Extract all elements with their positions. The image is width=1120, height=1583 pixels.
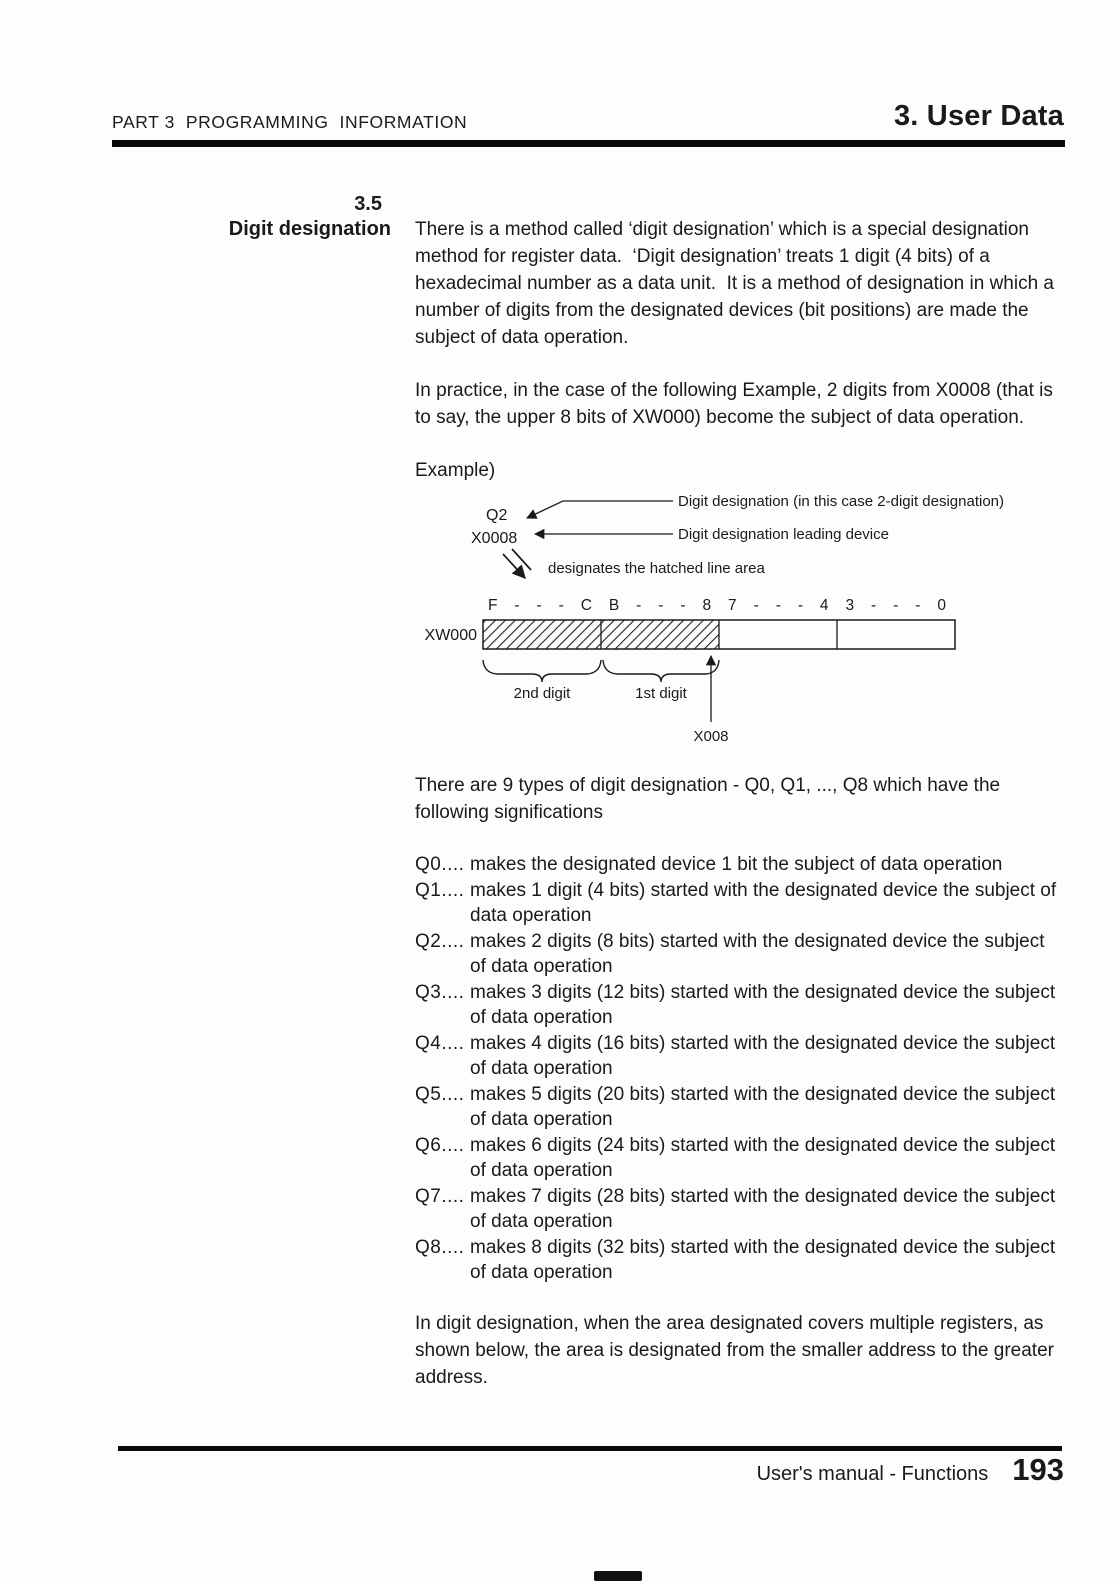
instruction-label: Q2 xyxy=(486,507,508,524)
q-item-q6 xyxy=(415,1133,1061,1184)
q-item-q8 xyxy=(415,1235,1061,1286)
q-item-q0 xyxy=(415,852,1061,878)
footer-rule xyxy=(118,1446,1062,1451)
digit-designation-diagram xyxy=(415,492,1061,754)
register-label: XW000 xyxy=(424,627,477,644)
q-item-label: Q6.... xyxy=(415,1134,465,1156)
callout-line-digit-designation xyxy=(527,501,673,518)
practice-paragraph: In practice, in the case of the following Example, 2 digits from X0008 (that is to say, the upper 8 bits of XW000) become the subject of data operation. xyxy=(415,380,1059,428)
q-item-label: Q4.... xyxy=(415,1032,465,1054)
chapter-heading: 3. User Data xyxy=(893,100,1064,132)
body-column xyxy=(415,216,1061,1417)
q-item-q4 xyxy=(415,1031,1061,1082)
q-item-text: makes 1 digit (4 bits) started with the designated device the subject of data operation xyxy=(470,879,1057,926)
types-intro-paragraph: There are 9 types of digit designation - Q0, Q1, ..., Q8 which have the following significations xyxy=(415,775,1006,823)
footer-label: User's manual - Functions xyxy=(756,1463,989,1485)
q-item-text: makes 6 digits (24 bits) started with the designated device the subject of data operation xyxy=(470,1134,1056,1181)
header-rule xyxy=(112,140,1065,147)
brace-2nd-digit xyxy=(483,660,601,682)
example-label: Example) xyxy=(415,460,496,481)
q-item-q2 xyxy=(415,929,1061,980)
section-number: 3.5 xyxy=(354,193,382,215)
q-item-text: makes 8 digits (32 bits) started with the designated device the subject of data operation xyxy=(470,1236,1056,1283)
q-item-text: makes 7 digits (28 bits) started with the designated device the subject of data operation xyxy=(470,1185,1056,1232)
digit1-label: 1st digit xyxy=(635,685,687,702)
closing-paragraph: In digit designation, when the area designated covers multiple registers, as shown below, the area is designated from the smaller address to the greater address. xyxy=(415,1312,1060,1388)
q-item-q1 xyxy=(415,878,1061,929)
q-item-text: makes 3 digits (12 bits) started with the designated device the subject of data operation xyxy=(470,981,1056,1028)
q-item-label: Q5.... xyxy=(415,1083,465,1105)
section-title: Digit designation xyxy=(228,218,391,240)
footer xyxy=(757,1452,1064,1488)
diagram-figure xyxy=(415,492,1063,754)
q-item-label: Q0.... xyxy=(415,854,465,875)
q-item-label: Q7.... xyxy=(415,1185,465,1207)
q-item-text: makes the designated device 1 bit the subject of data operation xyxy=(470,854,1003,875)
leading-device-label: X0008 xyxy=(471,530,518,547)
hatch-pointer-arrow xyxy=(503,554,525,578)
callout-digit-designation: Digit designation (in this case 2-digit designation) xyxy=(678,493,1005,510)
callout-hatched-area: designates the hatched line area xyxy=(548,560,765,577)
page-number: 193 xyxy=(1012,1452,1064,1487)
q-item-text: makes 4 digits (16 bits) started with the designated device the subject of data operation xyxy=(470,1032,1056,1079)
q-type-list xyxy=(415,852,1061,1286)
boundary-label: X008 xyxy=(693,728,729,745)
q-item-label: Q2.... xyxy=(415,930,465,952)
bit-scale: F - - - C B - - - 8 7 - - - 4 3 - - - 0 xyxy=(488,597,946,614)
intro-paragraph: There is a method called ‘digit designation’ which is a special designation method for register data. ‘Digit designation’ treats 1 digit (4 bits) of a hexadecimal number as a data unit. It is a method of designation in which a number of digits from the designated devices (bit positions) are made the subject of data operation. xyxy=(415,219,1060,348)
digit2-label: 2nd digit xyxy=(513,685,571,702)
q-item-label: Q3.... xyxy=(415,981,465,1003)
q-item-label: Q1.... xyxy=(415,879,465,901)
scan-artifact xyxy=(594,1571,642,1581)
brace-1st-digit xyxy=(603,660,719,682)
q-item-text: makes 5 digits (20 bits) started with the designated device the subject of data operation xyxy=(470,1083,1056,1130)
part-heading: PART 3 PROGRAMMING INFORMATION xyxy=(112,112,468,132)
q-item-label: Q8.... xyxy=(415,1236,465,1258)
q-item-q3 xyxy=(415,980,1061,1031)
q-item-q5 xyxy=(415,1082,1061,1133)
callout-leading-device: Digit designation leading device xyxy=(678,526,889,543)
q-item-text: makes 2 digits (8 bits) started with the designated device the subject of data operation xyxy=(470,930,1045,977)
q-item-q7 xyxy=(415,1184,1061,1235)
